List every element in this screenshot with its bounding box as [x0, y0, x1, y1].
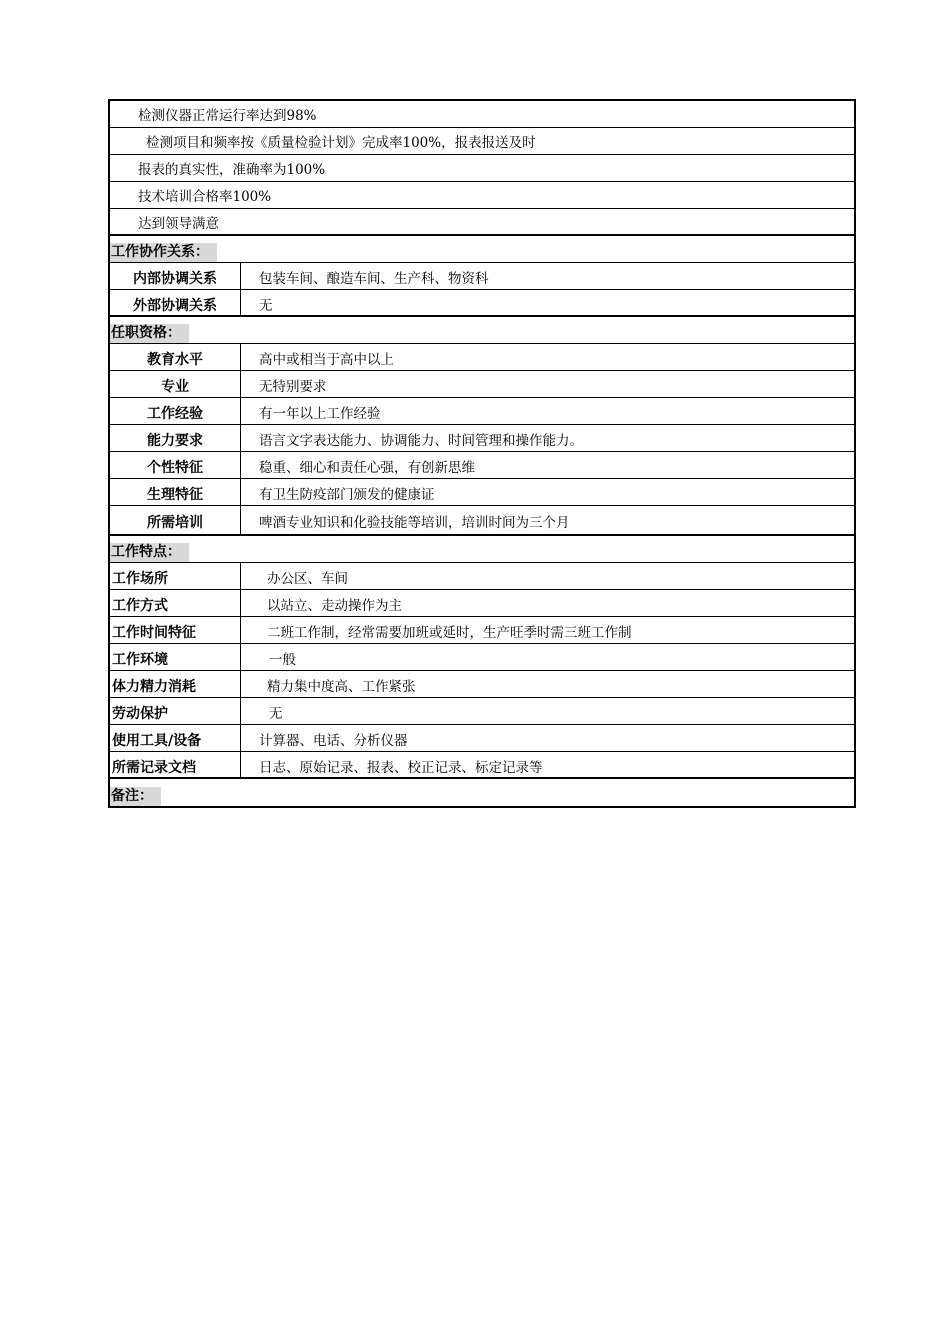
standard-text: 报表的真实性，准确率为100%: [138, 162, 326, 178]
row-label: 生理特征: [110, 479, 241, 505]
row-value: 稳重、细心和责任心强，有创新思维: [259, 460, 475, 476]
job-description-table: [108, 99, 856, 808]
section-header-remarks: [110, 779, 854, 806]
row-label: 工作方式: [110, 590, 241, 616]
table-row: [110, 590, 854, 617]
row-value: 精力集中度高、工作紧张: [267, 679, 416, 695]
table-row: [110, 263, 854, 290]
standard-text: 达到领导满意: [138, 215, 219, 232]
section-header-cooperation: [110, 236, 854, 263]
row-label: 个性特征: [110, 452, 241, 478]
table-row: [110, 479, 854, 506]
table-row: [110, 371, 854, 398]
row-label: 劳动保护: [110, 698, 241, 724]
standard-text: 技术培训合格率100%: [138, 189, 272, 205]
row-value: 二班工作制，经常需要加班或延时，生产旺季时需三班工作制: [267, 625, 632, 641]
row-value: 日志、原始记录、报表、校正记录、标定记录等: [259, 759, 543, 776]
row-label: 能力要求: [110, 425, 241, 451]
standard-text: 检测项目和频率按《质量检验计划》完成率100%，报表报送及时: [146, 135, 536, 151]
row-label: 体力精力消耗: [110, 671, 241, 697]
section-title: 工作协作关系：: [110, 243, 217, 262]
table-row: [110, 617, 854, 644]
row-label: 工作环境: [110, 644, 241, 670]
row-label: 内部协调关系: [110, 263, 241, 289]
table-row: [110, 344, 854, 371]
row-label: 工作经验: [110, 398, 241, 424]
table-row: [110, 752, 854, 779]
table-row: [110, 725, 854, 752]
table-row: [110, 290, 854, 317]
row-value: 办公区、车间: [267, 571, 348, 587]
standard-row: [110, 209, 854, 236]
table-row: [110, 563, 854, 590]
table-row: [110, 452, 854, 479]
row-label: 工作场所: [110, 563, 241, 589]
row-value: 一般: [269, 652, 296, 668]
table-row: [110, 644, 854, 671]
row-value: 有一年以上工作经验: [259, 406, 381, 422]
table-row: [110, 506, 854, 536]
row-label: 使用工具/设备: [110, 725, 241, 751]
row-value: 无: [259, 297, 273, 314]
row-value: 高中或相当于高中以上: [259, 352, 394, 368]
standard-row: [110, 128, 854, 155]
row-label: 外部协调关系: [110, 290, 241, 315]
section-title: 工作特点：: [110, 543, 189, 562]
row-label: 工作时间特征: [110, 617, 241, 643]
standard-text: 检测仪器正常运行率达到98%: [138, 108, 317, 124]
section-header-features: [110, 536, 854, 563]
table-row: [110, 425, 854, 452]
row-label: 所需记录文档: [110, 752, 241, 777]
row-value: 以站立、走动操作为主: [267, 598, 402, 614]
standard-row: [110, 182, 854, 209]
row-value: 啤酒专业知识和化验技能等培训，培训时间为三个月: [259, 515, 570, 531]
row-value: 无: [269, 706, 283, 722]
row-label: 所需培训: [110, 506, 241, 534]
standard-row: [110, 155, 854, 182]
section-title: 任职资格：: [110, 324, 189, 343]
section-title: 备注：: [110, 787, 161, 806]
row-value: 有卫生防疫部门颁发的健康证: [259, 487, 435, 503]
row-value: 计算器、电话、分析仪器: [259, 733, 408, 749]
row-label: 专业: [110, 371, 241, 397]
table-row: [110, 698, 854, 725]
table-row: [110, 398, 854, 425]
section-header-qualifications: [110, 317, 854, 344]
standard-row: [110, 101, 854, 128]
row-value: 语言文字表达能力、协调能力、时间管理和操作能力。: [259, 433, 583, 449]
row-label: 教育水平: [110, 344, 241, 370]
row-value: 无特别要求: [259, 379, 327, 395]
table-row: [110, 671, 854, 698]
row-value: 包装车间、酿造车间、生产科、物资科: [259, 271, 489, 287]
